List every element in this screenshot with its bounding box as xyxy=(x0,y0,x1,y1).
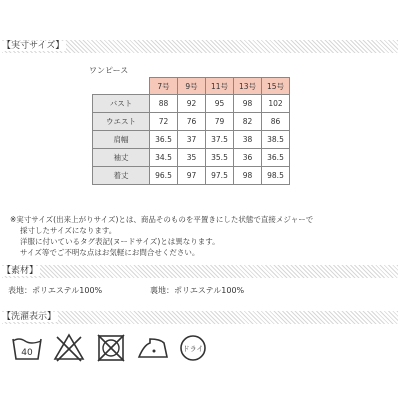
table-cell: 98 xyxy=(234,167,262,185)
row-label-bust: バスト xyxy=(93,95,150,113)
table-cell: 97.5 xyxy=(206,167,234,185)
note-line: ※実寸サイズ(出来上がりサイズ)とは、商品そのものを平置きにした状態で直接メジャーで xyxy=(10,215,314,224)
size-section-title: 【実寸サイズ】 xyxy=(2,41,65,51)
no-bleach-icon xyxy=(52,329,86,365)
table-cell: 34.5 xyxy=(150,149,178,167)
no-tumble-dry-icon xyxy=(94,329,128,365)
table-cell: 36.5 xyxy=(150,131,178,149)
note-line: サイズ等でご不明な点はお気軽にお問合せください。 xyxy=(20,248,200,257)
row-label-waist: ウエスト xyxy=(93,113,150,131)
size-notes xyxy=(10,214,313,258)
size-header-15: 15号 xyxy=(262,78,290,95)
table-cell: 37 xyxy=(178,131,206,149)
table-cell: 76 xyxy=(178,113,206,131)
table-cell: 98 xyxy=(234,95,262,113)
row-label-sleeve: 袖丈 xyxy=(93,149,150,167)
table-row xyxy=(93,131,290,149)
care-icons xyxy=(10,329,210,369)
table-cell: 82 xyxy=(234,113,262,131)
size-header-9: 9号 xyxy=(178,78,206,95)
material-section-title: 【素材】 xyxy=(2,266,39,276)
table-cell: 102 xyxy=(262,95,290,113)
lining-material: 裏地：ポリエステル100% xyxy=(150,286,245,295)
table-cell: 36.5 xyxy=(262,149,290,167)
table-cell: 88 xyxy=(150,95,178,113)
table-row xyxy=(93,113,290,131)
table-cell: 37.5 xyxy=(206,131,234,149)
hand-wash-icon xyxy=(10,329,44,365)
table-cell: 38 xyxy=(234,131,262,149)
wash-section-header xyxy=(2,311,398,324)
hand-wash-temp: 40 xyxy=(21,348,33,358)
table-caption: ワンピース xyxy=(89,66,129,75)
dry-clean-icon xyxy=(176,329,210,365)
table-row xyxy=(93,95,290,113)
table-cell: 79 xyxy=(206,113,234,131)
table-row xyxy=(93,149,290,167)
table-cell: 35 xyxy=(178,149,206,167)
row-label-shoulder: 肩幅 xyxy=(93,131,150,149)
wash-section-title: 【洗濯表示】 xyxy=(2,312,57,322)
table-cell: 92 xyxy=(178,95,206,113)
table-cell: 36 xyxy=(234,149,262,167)
table-corner-cell xyxy=(93,78,150,95)
table-cell: 38.5 xyxy=(262,131,290,149)
note-line: 採寸したサイズになります。 xyxy=(20,226,117,235)
size-table xyxy=(92,77,290,185)
row-label-length: 着丈 xyxy=(93,167,150,185)
table-cell: 98.5 xyxy=(262,167,290,185)
table-cell: 97 xyxy=(178,167,206,185)
table-row xyxy=(93,167,290,185)
iron-low-icon xyxy=(136,329,170,365)
table-cell: 86 xyxy=(262,113,290,131)
size-header-7: 7号 xyxy=(150,78,178,95)
dry-clean-label: ドライ xyxy=(182,345,204,353)
table-cell: 96.5 xyxy=(150,167,178,185)
table-cell: 95 xyxy=(206,95,234,113)
table-cell: 72 xyxy=(150,113,178,131)
note-line: 洋服に付いているタグ表記(ヌードサイズ)とは異なります。 xyxy=(20,237,220,246)
size-section-header xyxy=(2,40,398,53)
size-header-13: 13号 xyxy=(234,78,262,95)
size-header-11: 11号 xyxy=(206,78,234,95)
size-table-header-row xyxy=(93,78,290,95)
table-cell: 35.5 xyxy=(206,149,234,167)
outer-material: 表地：ポリエステル100% xyxy=(8,286,103,295)
material-section-header xyxy=(2,265,398,278)
